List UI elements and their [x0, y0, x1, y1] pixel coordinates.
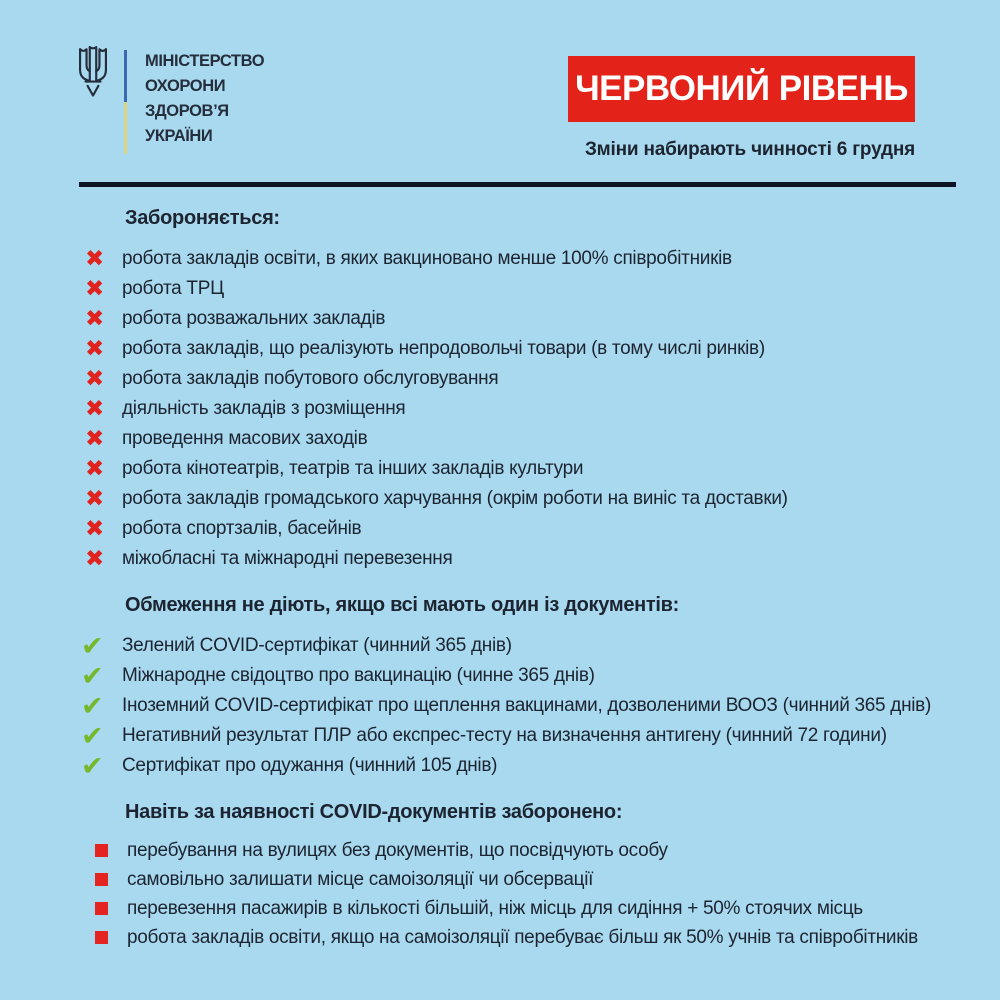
- cross-icon: ✖: [85, 485, 105, 512]
- item-text: самовільно залишати місце самоізоляції чи обсервації: [127, 868, 594, 890]
- prohibited-item: [80, 484, 985, 514]
- prohibited-item: [80, 544, 985, 574]
- item-text: робота кінотеатрів, театрів та інших закладів культури: [122, 458, 584, 479]
- flag-blue-bar: [124, 50, 127, 102]
- allowed-document-item: [80, 661, 985, 691]
- section-heading: Забороняється:: [125, 207, 280, 229]
- item-text: діяльність закладів з розміщення: [122, 398, 406, 419]
- strict-ban-item: [80, 865, 985, 894]
- prohibited-item: [80, 394, 985, 424]
- square-bullet-icon: [95, 902, 108, 915]
- square-bullet-icon: [95, 844, 108, 857]
- strict-ban-list: [80, 836, 985, 952]
- cross-icon: ✖: [85, 365, 105, 392]
- item-text: Іноземний COVID-сертифікат про щеплення вакцинами, дозволеними ВООЗ (чинний 365 днів): [122, 695, 932, 716]
- flag-yellow-bar: [124, 102, 127, 154]
- check-icon: ✔: [81, 660, 104, 692]
- divider-rule: [79, 182, 956, 187]
- cross-icon: ✖: [85, 515, 105, 542]
- item-text: проведення масових заходів: [122, 428, 368, 449]
- cross-icon: ✖: [85, 245, 105, 272]
- alert-level-banner: ЧЕРВОНИЙ РІВЕНЬ: [568, 56, 915, 122]
- item-text: робота закладів побутового обслуговування: [122, 368, 499, 389]
- flag-divider: [124, 50, 127, 154]
- item-text: робота закладів громадського харчування (окрім роботи на виніс та доставки): [122, 488, 788, 509]
- item-text: Зелений COVID-сертифікат (чинний 365 днів): [122, 635, 512, 656]
- check-icon: ✔: [81, 750, 104, 782]
- prohibited-item: [80, 244, 985, 274]
- allowed-document-item: [80, 631, 985, 661]
- section-heading: Обмеження не діють, якщо всі мають один із документів:: [125, 594, 680, 616]
- allowed-document-item: [80, 751, 985, 781]
- cross-icon: ✖: [85, 275, 105, 302]
- section-documents: [80, 592, 985, 781]
- cross-icon: ✖: [85, 425, 105, 452]
- strict-ban-item: [80, 836, 985, 865]
- check-icon: ✔: [81, 690, 104, 722]
- strict-ban-item: [80, 894, 985, 923]
- prohibited-item: [80, 514, 985, 544]
- item-text: міжобласні та міжнародні перевезення: [122, 548, 453, 569]
- prohibited-item: [80, 334, 985, 364]
- item-text: перебування на вулицях без документів, що посвідчують особу: [127, 839, 668, 861]
- section-banned-with-docs: [80, 799, 985, 952]
- allowed-document-item: [80, 691, 985, 721]
- strict-ban-item: [80, 923, 985, 952]
- item-text: Міжнародне свідоцтво про вакцинацію (чинне 365 днів): [122, 665, 595, 686]
- documents-list: [80, 631, 985, 781]
- allowed-document-item: [80, 721, 985, 751]
- square-bullet-icon: [95, 931, 108, 944]
- item-text: Сертифікат про одужання (чинний 105 днів): [122, 755, 498, 776]
- cross-icon: ✖: [85, 455, 105, 482]
- check-icon: ✔: [81, 630, 104, 662]
- item-text: робота закладів освіти, якщо на самоізоляції перебуває більш як 50% учнів та співробітників: [127, 926, 918, 948]
- prohibited-item: [80, 454, 985, 484]
- item-text: робота розважальних закладів: [122, 308, 386, 329]
- square-bullet-icon: [95, 873, 108, 886]
- ministry-line: ОХОРОНИ: [145, 77, 226, 95]
- ministry-line: ЗДОРОВ’Я: [145, 102, 229, 120]
- prohibited-item: [80, 304, 985, 334]
- item-text: перевезення пасажирів в кількості більшій, ніж місць для сидіння + 50% стоячих місць: [127, 897, 863, 919]
- item-text: робота ТРЦ: [122, 278, 224, 299]
- cross-icon: ✖: [85, 305, 105, 332]
- effective-date-subtitle: Зміни набирають чинності 6 грудня: [584, 139, 915, 160]
- section-prohibited: [80, 205, 985, 574]
- cross-icon: ✖: [85, 395, 105, 422]
- section-heading: Навіть за наявності COVID-документів заборонено:: [125, 801, 623, 823]
- cross-icon: ✖: [85, 545, 105, 572]
- tryzub-icon: [74, 46, 112, 102]
- item-text: робота закладів освіти, в яких вакциновано менше 100% співробітників: [122, 248, 732, 269]
- ministry-name: [145, 49, 264, 149]
- item-text: робота спортзалів, басейнів: [122, 518, 362, 539]
- prohibited-item: [80, 424, 985, 454]
- prohibited-item: [80, 364, 985, 394]
- check-icon: ✔: [81, 720, 104, 752]
- prohibited-list: [80, 244, 985, 574]
- cross-icon: ✖: [85, 335, 105, 362]
- ministry-line: МІНІСТЕРСТВО: [145, 52, 265, 70]
- item-text: Негативний результат ПЛР або експрес-тесту на визначення антигену (чинний 72 години): [122, 725, 887, 746]
- prohibited-item: [80, 274, 985, 304]
- ministry-line: УКРАЇНИ: [145, 127, 213, 145]
- item-text: робота закладів, що реалізують непродовольчі товари (в тому числі ринків): [122, 338, 765, 359]
